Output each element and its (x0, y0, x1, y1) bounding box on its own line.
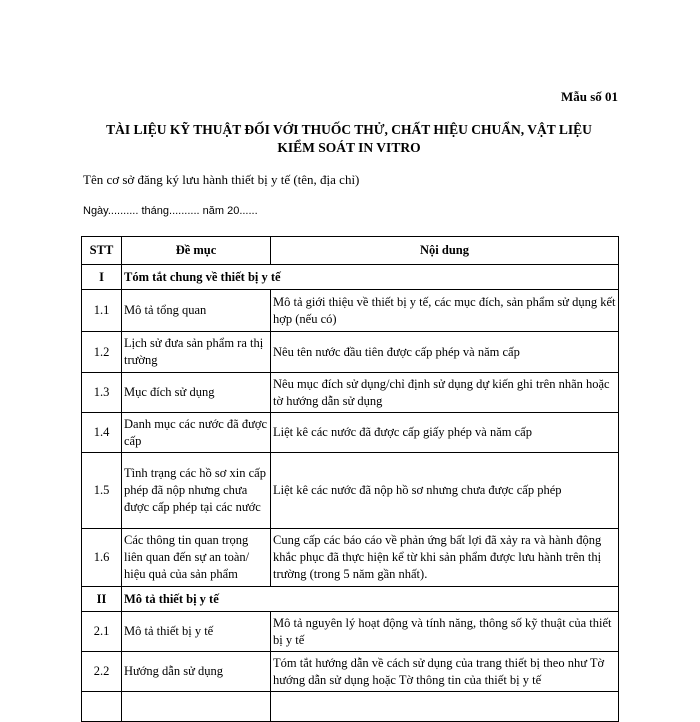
row-stt: 1.6 (82, 529, 122, 587)
row-topic: Tình trạng các hồ sơ xin cấp phép đã nộp nhưng chưa được cấp phép tại các nước (122, 453, 271, 529)
row-topic: Các thông tin quan trọng liên quan đến sự an toàn/ hiệu quả của sản phẩm (122, 529, 271, 587)
table-row (82, 290, 619, 332)
section-title: Mô tả thiết bị y tế (122, 587, 619, 612)
table-row (82, 265, 619, 290)
table-row (82, 453, 619, 529)
date-line: Ngày.......... tháng.......... năm 20...... (83, 205, 258, 217)
title-line-2: KIỂM SOÁT IN VITRO (277, 140, 421, 155)
row-stt: 1.5 (82, 453, 122, 529)
row-content: Liệt kê các nước đã nộp hồ sơ nhưng chưa được cấp phép (271, 453, 619, 529)
document-title (80, 121, 618, 157)
row-stt: 2.2 (82, 652, 122, 692)
table-row (82, 373, 619, 413)
row-content: Mô tả nguyên lý hoạt động và tính năng, thông số kỹ thuật của thiết bị y tế (271, 612, 619, 652)
row-topic: Lịch sử đưa sản phẩm ra thị trường (122, 332, 271, 373)
row-stt: 1.3 (82, 373, 122, 413)
row-stt: II (82, 587, 122, 612)
row-content: Nêu tên nước đầu tiên được cấp phép và năm cấp (271, 332, 619, 373)
row-topic: Mục đích sử dụng (122, 373, 271, 413)
registrant-line: Tên cơ sở đăng ký lưu hành thiết bị y tế (tên, địa chỉ) (83, 172, 360, 187)
row-topic (122, 692, 271, 722)
row-topic: Mô tả tổng quan (122, 290, 271, 332)
row-content: Nêu mục đích sử dụng/chỉ định sử dụng dự kiến ghi trên nhãn hoặc tờ hướng dẫn sử dụng (271, 373, 619, 413)
table-row (82, 587, 619, 612)
section-title: Tóm tắt chung về thiết bị y tế (122, 265, 619, 290)
row-stt: 1.1 (82, 290, 122, 332)
row-content: Cung cấp các báo cáo về phản ứng bất lợi đã xảy ra và hành động khắc phục đã thực hiện kể từ khi sản phẩm được lưu hành trên thị trường (trong 5 năm gần nhất). (271, 529, 619, 587)
row-stt: 1.2 (82, 332, 122, 373)
table-header-row (82, 237, 619, 265)
row-stt: I (82, 265, 122, 290)
row-stt: 1.4 (82, 413, 122, 453)
title-line-1: TÀI LIỆU KỸ THUẬT ĐỐI VỚI THUỐC THỬ, CHẤT HIỆU CHUẨN, VẬT LIỆU (106, 122, 592, 137)
row-stt (82, 692, 122, 722)
row-topic: Danh mục các nước đã được cấp (122, 413, 271, 453)
row-content (271, 692, 619, 722)
row-content: Tóm tắt hướng dẫn về cách sử dụng của trang thiết bị theo như Tờ hướng dẫn sử dụng hoặc Tờ thông tin của thiết bị y tế (271, 652, 619, 692)
header-content: Nội dung (271, 237, 619, 265)
table-row (82, 652, 619, 692)
table-row (82, 332, 619, 373)
row-topic: Hướng dẫn sử dụng (122, 652, 271, 692)
table-row (82, 413, 619, 453)
table-row (82, 529, 619, 587)
row-content: Liệt kê các nước đã được cấp giấy phép và năm cấp (271, 413, 619, 453)
table-row (82, 612, 619, 652)
row-content: Mô tả giới thiệu về thiết bị y tế, các mục đích, sản phẩm sử dụng kết hợp (nếu có) (271, 290, 619, 332)
technical-document-table (81, 236, 619, 722)
row-topic: Mô tả thiết bị y tế (122, 612, 271, 652)
header-topic: Đề mục (122, 237, 271, 265)
header-stt: STT (82, 237, 122, 265)
table-row (82, 692, 619, 722)
form-number: Mẫu số 01 (560, 89, 618, 104)
row-stt: 2.1 (82, 612, 122, 652)
